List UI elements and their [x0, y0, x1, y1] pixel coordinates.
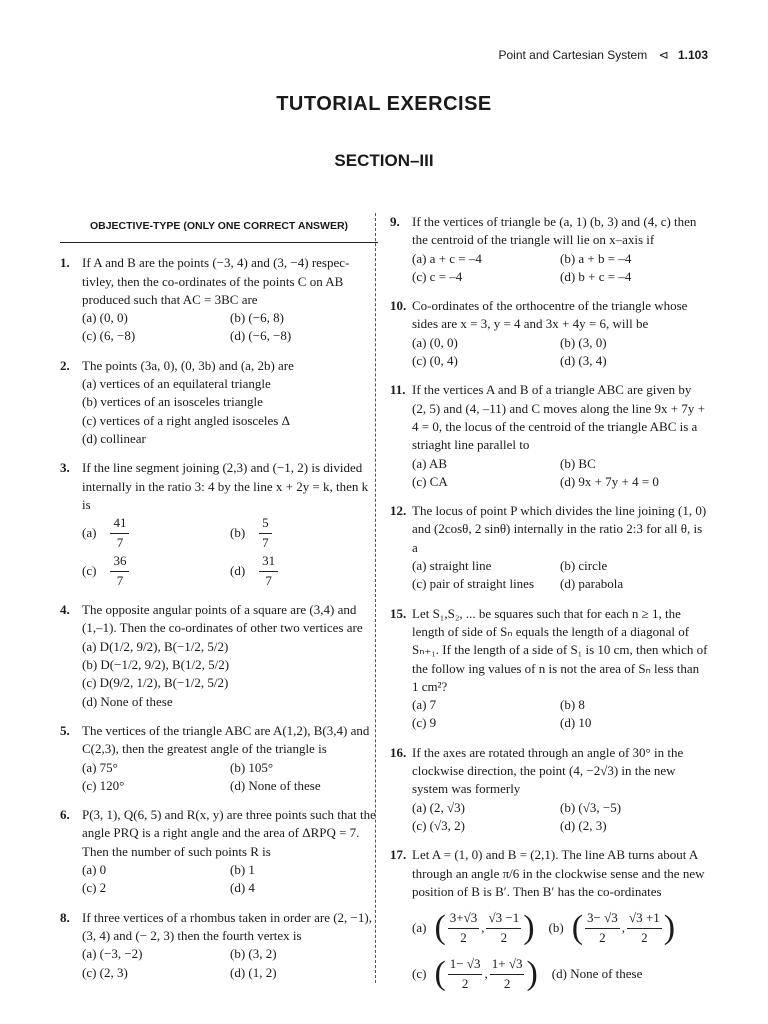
question-number: 5. — [60, 722, 70, 738]
option-d[interactable]: (d) None of these — [82, 693, 173, 709]
question-text: The vertices of the triangle ABC are A(1,2), B(3,4) and C(2,3), then the greatest angle of the triangle is — [82, 722, 370, 757]
question-number: 15. — [390, 605, 407, 621]
question-number: 17. — [390, 847, 407, 863]
denominator: 2 — [460, 929, 467, 945]
option-a[interactable]: (a) vertices of an equilateral triangle — [82, 376, 271, 392]
option-d[interactable]: (d) (3, 4) — [560, 353, 607, 369]
question-text: Let A = (1, 0) and B = (2,1). The line AB turns about A through an angle π/6 in the clockwise sense and the new position of B is B′. Then B′ has the co-ordinates — [412, 847, 705, 899]
option-a[interactable]: (a) 75° — [82, 759, 118, 775]
option-b[interactable]: (b) (√3, −5) — [560, 799, 622, 815]
left-paren-icon: ( — [434, 955, 446, 993]
denominator: 2 — [641, 929, 648, 945]
option-b[interactable]: (b) 1 — [230, 862, 255, 878]
option-d[interactable]: (d) (2, 3) — [560, 817, 607, 833]
coordinate-pair: ( $\frac{1- √3}{2}$ , $\frac{1+ √3}{2}$ ) — [434, 955, 538, 993]
denominator: 2 — [461, 975, 469, 991]
question-number: 8. — [60, 909, 70, 925]
option-label: (c) — [82, 563, 97, 578]
option-c[interactable]: (c) 2 — [82, 880, 107, 896]
fraction — [627, 909, 662, 947]
question-12 — [390, 502, 708, 593]
option-label: (d) — [230, 563, 246, 578]
option-c[interactable]: (c) CA — [412, 473, 448, 489]
coordinate-pair: ( $\frac{3- √3}{2}$ , $\frac{√3 +1}{2}$ ) — [571, 909, 676, 947]
option-a[interactable]: (a) AB — [412, 455, 448, 471]
option-d[interactable]: (d) None of these — [230, 777, 321, 793]
fraction — [259, 514, 272, 552]
option-b[interactable] — [549, 905, 676, 951]
option-d[interactable]: (d) 10 — [560, 715, 592, 731]
option-b[interactable]: (b) (3, 0) — [560, 334, 607, 350]
denominator: 2 — [500, 929, 508, 945]
question-5 — [60, 722, 378, 795]
option-c[interactable] — [82, 552, 230, 590]
numerator: 41 — [110, 514, 129, 533]
question-text: The points (3a, 0), (0, 3b) and (a, 2b) are — [82, 357, 294, 373]
section-title: SECTION–III — [334, 151, 434, 170]
options — [412, 696, 708, 733]
options — [412, 799, 708, 836]
option-d[interactable]: (d) (1, 2) — [230, 964, 277, 980]
denominator: 7 — [265, 572, 272, 588]
question-number: 4. — [60, 602, 70, 618]
fraction — [490, 955, 525, 993]
objective-heading: OBJECTIVE-TYPE (ONLY ONE CORRECT ANSWER) — [60, 217, 378, 243]
option-c[interactable]: (c) (√3, 2) — [412, 817, 465, 833]
question-6 — [60, 806, 378, 897]
option-c[interactable]: (c) c = –4 — [412, 268, 463, 284]
option-c[interactable]: (c) (6, −8) — [82, 328, 136, 344]
arrow-marker-icon: ⊲ — [658, 48, 669, 62]
option-b[interactable]: (b) vertices of an isosceles triangle — [82, 394, 263, 410]
option-a[interactable]: (a) (2, √3) — [412, 799, 465, 815]
option-c[interactable]: (c) 120° — [82, 777, 125, 793]
question-9 — [390, 213, 708, 286]
option-a[interactable]: (a) (0, 0) — [82, 310, 128, 326]
option-d[interactable]: (d) parabola — [560, 576, 624, 592]
question-2 — [60, 357, 378, 448]
options — [412, 455, 708, 492]
question-text: If the axes are rotated through an angle of 30° in the clockwise direction, the point (4, −2√3) in the new system was formerly — [412, 744, 684, 797]
option-b[interactable]: (b) (−6, 8) — [230, 310, 284, 326]
question-number: 10. — [390, 298, 407, 314]
question-number: 12. — [390, 503, 407, 519]
right-paren-icon: ) — [526, 955, 538, 993]
question-text: Let S₁,S₂, ... be squares such that for each n ≥ 1, the length of side of Sₙ equals the length of a diagonal of Sₙ₊₁. If the length of a side of S₁ is 10 cm, then which of the follow ing values of n is not the area of Sₙ less than 1 cm²? — [412, 605, 708, 694]
option-b[interactable]: (b) 8 — [560, 697, 585, 713]
option-label: (c) — [412, 965, 427, 981]
option-a[interactable] — [412, 905, 535, 951]
numerator: 31 — [259, 552, 278, 571]
denominator: 2 — [599, 929, 606, 945]
option-a[interactable]: (a) straight line — [412, 558, 492, 574]
option-b[interactable]: (b) D(−1/2, 9/2), B(1/2, 5/2) — [82, 657, 230, 673]
denominator: 7 — [116, 572, 124, 588]
options — [412, 334, 708, 371]
question-text: The locus of point P which divides the line joining (1, 0) and (2cosθ, 2 sinθ) internally in the ratio 2:3 for all θ, is a — [412, 503, 707, 555]
options — [82, 514, 378, 590]
option-d[interactable]: (d) (−6, −8) — [230, 328, 292, 344]
option-d[interactable]: (d) 9x + 7y + 4 = 0 — [560, 473, 659, 489]
question-text: If the line segment joining (2,3) and (−1, 2) is divided internally in the ratio 3: 4 by the line x + 2y = k, then k is — [82, 460, 369, 512]
option-a[interactable]: (a) (0, 0) — [412, 334, 458, 350]
denominator: 2 — [503, 975, 511, 991]
fraction — [585, 909, 620, 947]
option-c[interactable]: (c) pair of straight lines — [412, 576, 535, 592]
right-paren-icon: ) — [663, 909, 676, 947]
numerator: 3+√3 — [448, 909, 479, 928]
option-d[interactable]: (d) collinear — [82, 430, 146, 446]
option-a[interactable]: (a) a + c = –4 — [412, 250, 482, 266]
numerator: 1+ √3 — [490, 955, 525, 974]
option-b[interactable]: (b) a + b = –4 — [560, 250, 632, 266]
question-text: P(3, 1), Q(6, 5) and R(x, y) are three points such that the angle PRQ is a right angle and the area of ΔRPQ = 7. Then the number of such points R is — [82, 807, 376, 859]
question-number: 2. — [60, 357, 70, 373]
question-8 — [60, 909, 378, 982]
option-b[interactable]: (b) circle — [560, 558, 608, 574]
fraction — [259, 552, 278, 590]
option-b[interactable]: (b) (3, 2) — [230, 946, 277, 962]
option-c[interactable]: (c) 9 — [412, 715, 437, 731]
numerator: √3 +1 — [627, 909, 662, 928]
denominator: 7 — [116, 534, 124, 550]
fraction — [448, 955, 483, 993]
page-number: 1.103 — [677, 48, 708, 62]
question-text: If the vertices of triangle be (a, 1) (b, 3) and (4, c) then the centroid of the triangle will lie on x–axis if — [412, 214, 697, 248]
option-label: (a) — [412, 919, 427, 935]
options — [412, 557, 708, 594]
question-16 — [390, 744, 708, 835]
question-15 — [390, 605, 708, 733]
chapter-title: Point and Cartesian System — [498, 48, 648, 62]
numerator: 36 — [110, 552, 129, 571]
options — [82, 759, 378, 796]
left-column — [60, 213, 378, 982]
fraction — [110, 552, 129, 590]
option-label: (b) — [230, 525, 246, 540]
option-a[interactable]: (a) 0 — [82, 862, 107, 878]
option-c[interactable]: (c) (2, 3) — [82, 964, 128, 980]
question-10 — [390, 297, 708, 370]
left-paren-icon: ( — [571, 909, 584, 947]
question-number: 3. — [60, 460, 70, 476]
question-4 — [60, 601, 378, 711]
fraction — [486, 909, 521, 947]
option-b[interactable]: (b) BC — [560, 455, 596, 471]
options — [412, 250, 708, 287]
question-number: 16. — [390, 744, 407, 760]
page-title: TUTORIAL EXERCISE — [276, 93, 492, 115]
question-3 — [60, 459, 378, 590]
question-text: If three vertices of a rhombus taken in order are (2, −1), (3, 4) and (− 2, 3) then the fourth vertex is — [82, 909, 372, 943]
option-d[interactable]: (d) b + c = –4 — [560, 268, 632, 284]
question-1 — [60, 254, 378, 345]
denominator: 7 — [262, 534, 269, 550]
left-paren-icon: ( — [434, 909, 446, 947]
option-c[interactable]: (c) D(9/2, 1/2), B(−1/2, 5/2) — [82, 675, 229, 691]
running-header — [498, 48, 708, 62]
option-a[interactable]: (a) D(1/2, 9/2), B(−1/2, 5/2) — [82, 638, 229, 654]
question-17 — [390, 846, 708, 997]
question-number: 1. — [60, 255, 70, 271]
option-a[interactable]: (a) 7 — [412, 697, 437, 713]
options — [82, 309, 378, 346]
question-number: 6. — [60, 807, 70, 823]
numerator: 3− √3 — [585, 909, 620, 928]
question-text: If A and B are the points (−3, 4) and (3, −4) respec tivley, then the co-ordinates of the points C on AB produced such that AC = 3BC are — [82, 255, 350, 307]
option-label: (a) — [82, 525, 97, 540]
question-text: If the vertices A and B of a triangle ABC are given by (2, 5) and (4, –11) and C moves along the line 9x + 7y + 4 = 0, the locus of the centroid of the triangle ABC is a striaght line parallel to — [412, 382, 705, 453]
fraction — [110, 514, 129, 552]
option-d[interactable] — [230, 552, 378, 590]
question-text: Co-ordinates of the orthocentre of the triangle whose sides are x = 3, y = 4 and 3x + 4y = 6, will be — [412, 298, 688, 332]
options — [82, 861, 378, 898]
option-label: (b) — [548, 919, 564, 935]
options — [82, 945, 378, 982]
coordinate-pair: ( $\frac{3+√3}{2}$ , $\frac{√3 -1}{2}$ ) — [434, 909, 535, 947]
right-column — [390, 213, 708, 997]
options — [412, 905, 708, 997]
right-paren-icon: ) — [523, 909, 535, 947]
numerator: 5 — [259, 514, 272, 533]
numerator: 1− √3 — [448, 955, 483, 974]
question-number: 11. — [390, 382, 406, 398]
question-number: 9. — [390, 214, 400, 229]
question-11 — [390, 381, 708, 491]
option-a[interactable] — [82, 514, 230, 552]
fraction — [448, 909, 479, 947]
option-c[interactable]: (c) (0, 4) — [412, 353, 458, 369]
option-d[interactable]: (d) None of these — [551, 965, 643, 981]
option-a[interactable]: (a) (−3, −2) — [82, 946, 143, 962]
option-c[interactable] — [412, 951, 538, 997]
numerator: √3 −1 — [486, 909, 521, 928]
question-text: The opposite angular points of a square are (3,4) and (1,–1). Then the co-ordinates of other two vertices are — [82, 602, 363, 636]
option-b[interactable]: (b) 105° — [230, 759, 274, 775]
option-c[interactable]: (c) vertices of a right angled isosceles Δ — [82, 412, 290, 428]
option-b[interactable] — [230, 514, 378, 552]
option-d[interactable]: (d) 4 — [230, 880, 255, 896]
